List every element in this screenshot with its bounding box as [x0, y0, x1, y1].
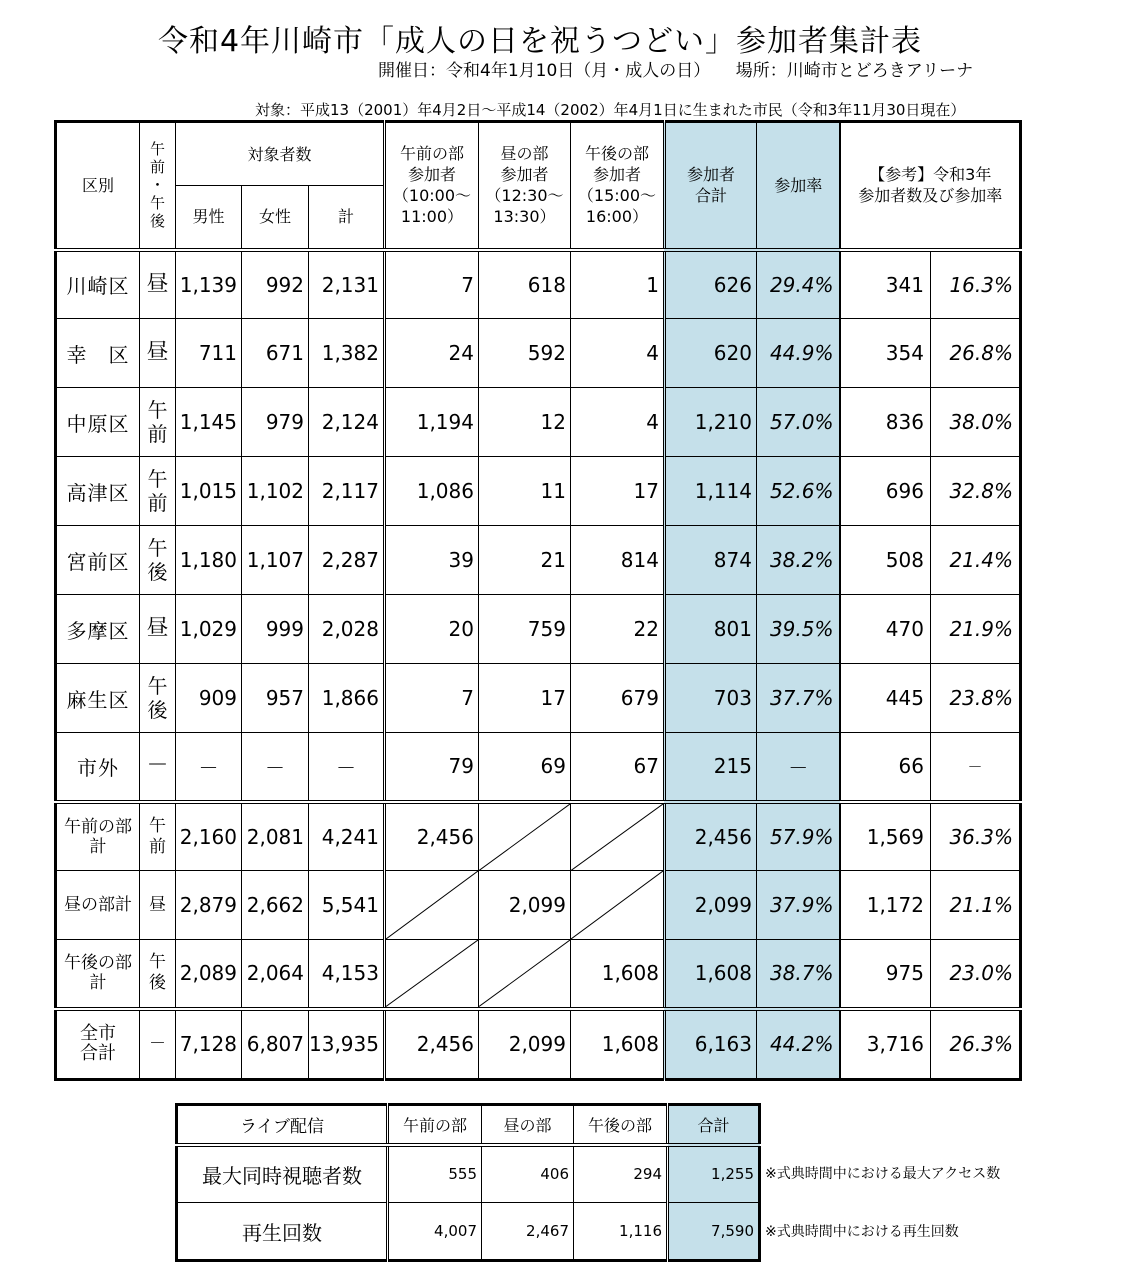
afternoon-participants: 17	[570, 457, 664, 526]
ward-name: 高津区	[56, 457, 140, 526]
morning-participants: 24	[384, 319, 478, 388]
ward-name: 幸 区	[56, 319, 140, 388]
total-count: 2,287	[309, 526, 385, 595]
total-count: 1,382	[309, 319, 385, 388]
empty-slash-cell	[478, 802, 570, 871]
live-afternoon: 1,116	[574, 1203, 668, 1261]
ampm-cell: 午 前	[140, 457, 176, 526]
total-count: －	[309, 733, 385, 802]
live-note: ※式典時間中における最大アクセス数	[765, 1166, 1001, 1182]
midday-participants: 618	[478, 250, 570, 319]
female-count: 2,081	[242, 802, 309, 871]
female-count: 979	[242, 388, 309, 457]
participation-rate: 29.4%	[756, 250, 840, 319]
live-header-total: 合計	[668, 1105, 760, 1145]
ampm-cell: 午 後	[140, 940, 176, 1009]
midday-participants: 21	[478, 526, 570, 595]
midday-participants: 17	[478, 664, 570, 733]
male-count: 909	[176, 664, 242, 733]
live-midday: 2,467	[482, 1203, 574, 1261]
header-ward: 区別	[56, 122, 140, 250]
afternoon-participants: 22	[570, 595, 664, 664]
header-morning: 午前の部 参加者 （10:00～ 11:00）	[384, 122, 478, 250]
header-ampm: 午 前 ・ 午 後	[140, 122, 176, 250]
ward-name: 宮前区	[56, 526, 140, 595]
ref-participants: 354	[840, 319, 930, 388]
participants-total: 703	[664, 664, 756, 733]
morning-participants: 1,194	[384, 388, 478, 457]
event-info: 開催日：令和4年1月10日（月・成人の日） 場所：川崎市とどろきアリーナ	[378, 61, 974, 81]
live-morning: 555	[388, 1145, 482, 1203]
participants-total: 620	[664, 319, 756, 388]
participants-total: 6,163	[664, 1009, 756, 1080]
ref-rate: －	[930, 733, 1020, 802]
afternoon-participants: 1,608	[570, 940, 664, 1009]
male-count: 2,089	[176, 940, 242, 1009]
total-count: 2,131	[309, 250, 385, 319]
morning-participants: 2,456	[384, 1009, 478, 1080]
participation-rate: 44.2%	[756, 1009, 840, 1080]
header-female: 女性	[242, 186, 309, 250]
live-afternoon: 294	[574, 1145, 668, 1203]
afternoon-participants: 4	[570, 319, 664, 388]
total-count: 4,241	[309, 802, 385, 871]
empty-slash-cell	[384, 940, 478, 1009]
participants-total: 1,608	[664, 940, 756, 1009]
male-count: 1,015	[176, 457, 242, 526]
male-count: －	[176, 733, 242, 802]
live-total: 7,590	[668, 1203, 760, 1261]
live-header-label: ライブ配信	[177, 1105, 388, 1145]
ref-participants: 66	[840, 733, 930, 802]
morning-participants: 20	[384, 595, 478, 664]
midday-participants: 592	[478, 319, 570, 388]
total-count: 2,124	[309, 388, 385, 457]
ref-rate: 21.1%	[930, 871, 1020, 940]
live-row-label: 再生回数	[177, 1203, 388, 1261]
female-count: 992	[242, 250, 309, 319]
live-morning: 4,007	[388, 1203, 482, 1261]
midday-participants: 2,099	[478, 1009, 570, 1080]
ref-participants: 3,716	[840, 1009, 930, 1080]
morning-participants: 2,456	[384, 802, 478, 871]
ampm-cell: －	[140, 1009, 176, 1080]
live-header-afternoon: 午後の部	[574, 1105, 668, 1145]
diagonal-slash	[571, 804, 663, 871]
ward-name: 川崎区	[56, 250, 140, 319]
total-count: 4,153	[309, 940, 385, 1009]
ampm-cell: 昼	[140, 595, 176, 664]
afternoon-participants: 1	[570, 250, 664, 319]
female-count: 1,102	[242, 457, 309, 526]
ref-participants: 470	[840, 595, 930, 664]
participants-total: 874	[664, 526, 756, 595]
participation-rate: 37.7%	[756, 664, 840, 733]
female-count: 2,064	[242, 940, 309, 1009]
header-afternoon: 午後の部 参加者 （15:00～ 16:00）	[570, 122, 664, 250]
ampm-cell: 午 後	[140, 526, 176, 595]
ampm-cell: －	[140, 733, 176, 802]
participation-rate: 44.9%	[756, 319, 840, 388]
female-count: 2,662	[242, 871, 309, 940]
ampm-cell: 昼	[140, 250, 176, 319]
female-count: －	[242, 733, 309, 802]
ref-participants: 836	[840, 388, 930, 457]
empty-slash-cell	[570, 802, 664, 871]
target-note: 対象：平成13（2001）年4月2日～平成14（2002）年4月1日に生まれた市民（令和3年11月30日現在）	[255, 101, 966, 119]
participants-total: 1,114	[664, 457, 756, 526]
male-count: 2,160	[176, 802, 242, 871]
grand-total-label: 全市 合計	[56, 1009, 140, 1080]
participation-rate: 52.6%	[756, 457, 840, 526]
male-count: 7,128	[176, 1009, 242, 1080]
morning-participants: 39	[384, 526, 478, 595]
female-count: 1,107	[242, 526, 309, 595]
afternoon-participants: 679	[570, 664, 664, 733]
participants-total: 801	[664, 595, 756, 664]
total-count: 5,541	[309, 871, 385, 940]
morning-participants: 79	[384, 733, 478, 802]
ref-participants: 696	[840, 457, 930, 526]
afternoon-participants: 1,608	[570, 1009, 664, 1080]
midday-participants: 11	[478, 457, 570, 526]
empty-slash-cell	[478, 940, 570, 1009]
header-total: 計	[309, 186, 385, 250]
midday-participants: 12	[478, 388, 570, 457]
header-midday: 昼の部 参加者 （12:30～ 13:30）	[478, 122, 570, 250]
ward-name: 麻生区	[56, 664, 140, 733]
ref-rate: 16.3%	[930, 250, 1020, 319]
participation-rate: 38.2%	[756, 526, 840, 595]
live-note: ※式典時間中における再生回数	[765, 1224, 959, 1240]
header-male: 男性	[176, 186, 242, 250]
total-count: 2,028	[309, 595, 385, 664]
participants-total: 2,456	[664, 802, 756, 871]
afternoon-participants: 814	[570, 526, 664, 595]
male-count: 1,180	[176, 526, 242, 595]
header-participants-total: 参加者 合計	[664, 122, 756, 250]
ref-participants: 341	[840, 250, 930, 319]
male-count: 1,145	[176, 388, 242, 457]
participants-total: 626	[664, 250, 756, 319]
ward-name: 多摩区	[56, 595, 140, 664]
ref-rate: 23.8%	[930, 664, 1020, 733]
live-stream-table	[175, 1103, 761, 1262]
live-midday: 406	[482, 1145, 574, 1203]
empty-slash-cell	[570, 871, 664, 940]
ref-rate: 21.4%	[930, 526, 1020, 595]
total-count: 2,117	[309, 457, 385, 526]
participation-rate: 38.7%	[756, 940, 840, 1009]
participation-rate: 57.0%	[756, 388, 840, 457]
participants-table	[54, 120, 1022, 1081]
ref-rate: 38.0%	[930, 388, 1020, 457]
participants-total: 1,210	[664, 388, 756, 457]
ref-rate: 23.0%	[930, 940, 1020, 1009]
ref-rate: 21.9%	[930, 595, 1020, 664]
ref-rate: 36.3%	[930, 802, 1020, 871]
subtotal-label: 午後の部 計	[56, 940, 140, 1009]
ref-rate: 32.8%	[930, 457, 1020, 526]
ref-rate: 26.8%	[930, 319, 1020, 388]
subtotal-label: 午前の部 計	[56, 802, 140, 871]
diagonal-slash	[386, 871, 478, 939]
female-count: 957	[242, 664, 309, 733]
ampm-cell: 午 前	[140, 802, 176, 871]
diagonal-slash	[479, 804, 570, 871]
ampm-cell: 午 後	[140, 664, 176, 733]
ref-participants: 1,172	[840, 871, 930, 940]
male-count: 2,879	[176, 871, 242, 940]
diagonal-slash	[571, 871, 663, 939]
live-header-morning: 午前の部	[388, 1105, 482, 1145]
male-count: 711	[176, 319, 242, 388]
female-count: 999	[242, 595, 309, 664]
ref-participants: 445	[840, 664, 930, 733]
participants-total: 215	[664, 733, 756, 802]
female-count: 6,807	[242, 1009, 309, 1080]
morning-participants: 7	[384, 250, 478, 319]
subtotal-label: 昼の部計	[56, 871, 140, 940]
afternoon-participants: 67	[570, 733, 664, 802]
ampm-cell: 昼	[140, 871, 176, 940]
participation-rate: 37.9%	[756, 871, 840, 940]
header-reference: 【参考】令和3年 参加者数及び参加率	[840, 122, 1020, 250]
ward-name: 市外	[56, 733, 140, 802]
participation-rate: －	[756, 733, 840, 802]
participation-rate: 57.9%	[756, 802, 840, 871]
male-count: 1,029	[176, 595, 242, 664]
live-row-label: 最大同時視聴者数	[177, 1145, 388, 1203]
ampm-cell: 昼	[140, 319, 176, 388]
live-total: 1,255	[668, 1145, 760, 1203]
participation-rate: 39.5%	[756, 595, 840, 664]
header-eligible: 対象者数	[176, 122, 385, 186]
morning-participants: 1,086	[384, 457, 478, 526]
participants-total: 2,099	[664, 871, 756, 940]
diagonal-slash	[479, 940, 570, 1007]
ref-participants: 508	[840, 526, 930, 595]
midday-participants: 759	[478, 595, 570, 664]
ampm-cell: 午 前	[140, 388, 176, 457]
afternoon-participants: 4	[570, 388, 664, 457]
live-header-midday: 昼の部	[482, 1105, 574, 1145]
female-count: 671	[242, 319, 309, 388]
total-count: 13,935	[309, 1009, 385, 1080]
page-title: 令和4年川崎市「成人の日を祝うつどい」参加者集計表	[157, 24, 923, 59]
ward-name: 中原区	[56, 388, 140, 457]
male-count: 1,139	[176, 250, 242, 319]
ref-participants: 1,569	[840, 802, 930, 871]
total-count: 1,866	[309, 664, 385, 733]
empty-slash-cell	[384, 871, 478, 940]
ref-participants: 975	[840, 940, 930, 1009]
header-rate: 参加率	[756, 122, 840, 250]
morning-participants: 7	[384, 664, 478, 733]
diagonal-slash	[386, 940, 478, 1007]
midday-participants: 2,099	[478, 871, 570, 940]
midday-participants: 69	[478, 733, 570, 802]
ref-rate: 26.3%	[930, 1009, 1020, 1080]
